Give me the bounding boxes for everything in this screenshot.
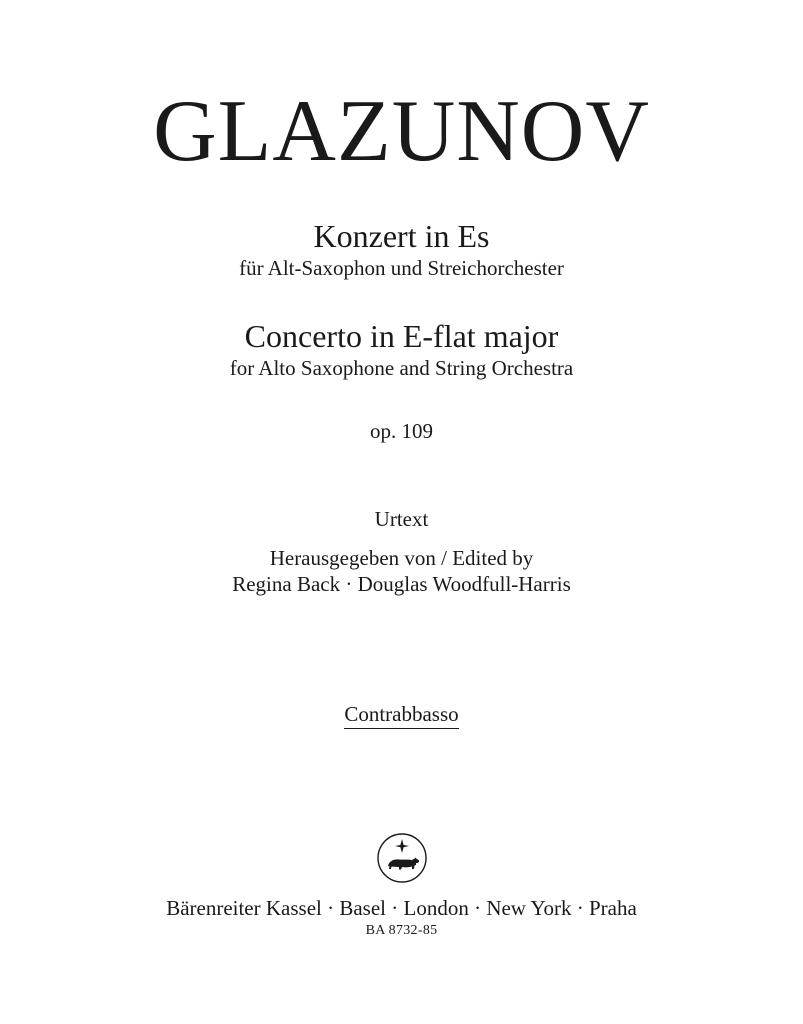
title-german: Konzert in Es [313, 218, 490, 254]
publisher-line: Bärenreiter Kassel · Basel · London · New York · Praha [166, 896, 637, 920]
opus-number: op. 109 [370, 419, 433, 443]
editors-names: Regina Back · Douglas Woodfull-Harris [232, 572, 571, 596]
edited-by-label: Herausgegeben von / Edited by [269, 546, 534, 570]
part-name: Contrabbasso [344, 704, 458, 729]
publisher-logo-icon [376, 832, 428, 884]
part-name-wrapper [0, 704, 803, 729]
bear-star-logo-icon [376, 832, 428, 884]
subtitle-german: für Alt-Saxophon und Streichorchester [239, 256, 564, 280]
catalog-number: BA 8732-85 [365, 923, 438, 938]
subtitle-english: for Alto Saxophone and String Orchestra [229, 356, 574, 380]
title-english: Concerto in E-flat major [244, 318, 559, 354]
edition-label: Urtext [374, 507, 429, 531]
composer-name: GLAZUNOV [153, 83, 650, 180]
